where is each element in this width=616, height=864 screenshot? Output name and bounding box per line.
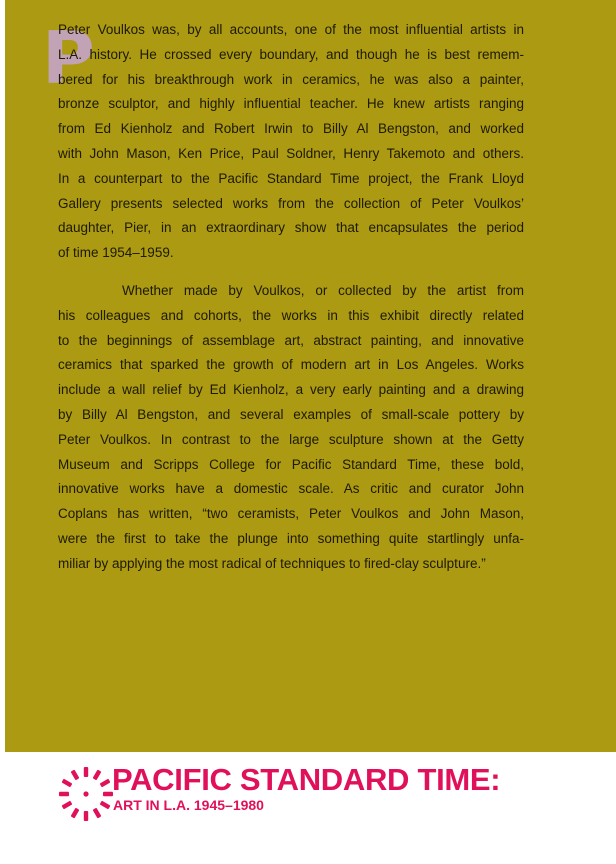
text-line: Museum and Scripps College for Pacific Standard Time, these bold, — [58, 456, 524, 472]
text-line: bronze sculptor, and highly influential teacher. He knew artists ranging — [58, 96, 524, 112]
text-line: bered for his breakthrough work in ceramics, he was also a painter, — [58, 71, 524, 87]
text-line: L.A. history. He crossed every boundary, and though he is best remem- — [58, 46, 524, 62]
text-line: from Ed Kienholz and Robert Irwin to Billy Al Bengston, and worked — [58, 121, 524, 137]
text-line: include a wall relief by Ed Kienholz, a very early painting and a drawing — [58, 382, 524, 398]
drop-cap: P — [42, 16, 95, 100]
text-line: daughter, Pier, in an extraordinary show that encapsulates the period — [58, 220, 524, 236]
paragraph-1 — [58, 18, 524, 266]
text-line: Peter Voulkos was, by all accounts, one of the most influential artists in — [58, 22, 524, 37]
text-line: were the first to take the plunge into something quite startlingly unfa- — [58, 530, 524, 546]
text-line: of time 1954–1959. — [58, 245, 174, 261]
paragraph-gap — [58, 266, 524, 279]
text-line: Peter Voulkos. In contrast to the large sculpture shown at the Getty — [58, 431, 524, 447]
footer-title: PACIFIC STANDARD TIME: — [112, 762, 501, 797]
text-line: Gallery presents selected works from the collection of Peter Voulkos’ — [58, 195, 524, 211]
text-line: miliar by applying the most radical of techniques to fired-clay sculpture.” — [58, 555, 486, 571]
text-line: with John Mason, Ken Price, Paul Soldner, Henry Takemoto and others. — [58, 145, 524, 161]
text-line: Coplans has written, “two ceramists, Peter Voulkos and John Mason, — [58, 506, 524, 522]
text-line: Whether made by Voulkos, or collected by the artist from — [122, 282, 524, 298]
text-line: his colleagues and cohorts, the works in this exhibit directly related — [58, 307, 524, 323]
article-body — [58, 18, 524, 577]
text-line: by Billy Al Bengston, and several examples of small-scale pottery by — [58, 406, 524, 422]
text-line: to the beginnings of assemblage art, abstract painting, and innovative — [58, 332, 524, 348]
text-line: In a counterpart to the Pacific Standard Time project, the Frank Lloyd — [58, 170, 524, 186]
text-line: ceramics that sparked the growth of modern art in Los Angeles. Works — [58, 357, 524, 373]
paragraph-2 — [58, 279, 524, 577]
footer-subtitle: ART IN L.A. 1945–1980 — [113, 797, 264, 813]
text-line: innovative works have a domestic scale. As critic and curator John — [58, 481, 524, 497]
